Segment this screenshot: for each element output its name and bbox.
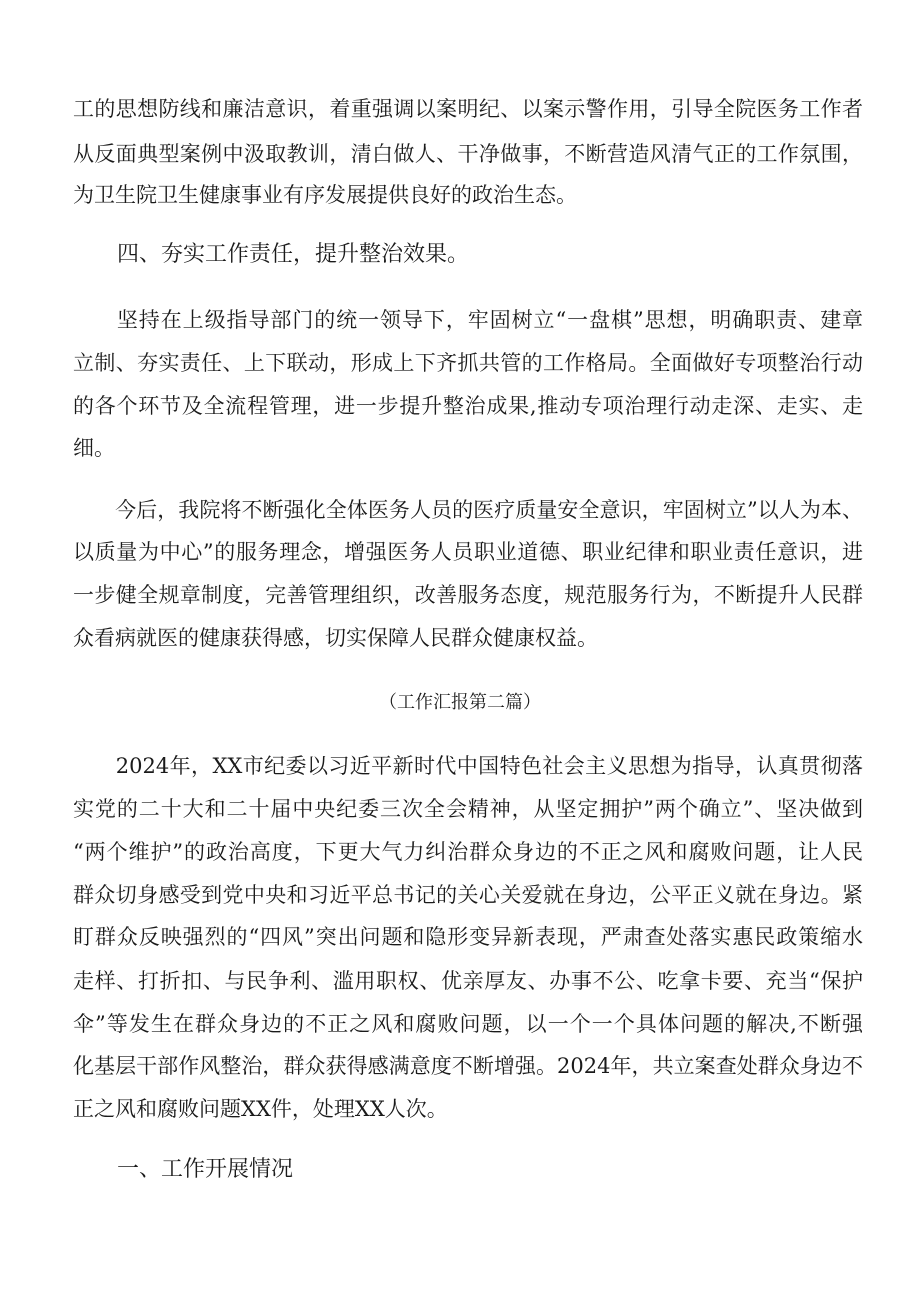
para3-line-4: 众看病就医的健康获得感，切实保障人民群众健康权益。 [73,626,598,650]
para3-line-3: 一步健全规章制度，完善管理组织，改善服务态度，规范服务行为，不断提升人民群 [73,583,863,607]
para3-line-1: 今后，我院将不断强化全体医务人员的医疗质量安全意识，牢固树立”以人为本、 [73,498,863,522]
para4-line-4: 群众切身感受到党中央和习近平总书记的关心关爱就在身边，公平正义就在身边。紧 [73,883,863,907]
para4-line-2: 实党的二十大和二十届中央纪委三次全会精神，从坚定拥护”两个确立”、坚决做到 [73,797,863,821]
para1-line-2: 从反面典型案例中汲取教训，清白做人、干净做事，不断营造风清气正的工作氛围， [73,142,863,166]
section-title: （工作汇报第二篇） [379,692,541,713]
para2-line-2: 立制、夯实责任、上下联动，形成上下齐抓共管的工作格局。全面做好专项整治行动 [73,351,863,375]
para1-line-3: 为卫生院卫生健康事业有序发展提供良好的政治生态。 [73,183,577,207]
para4-line-8: 化基层干部作风整治，群众获得感满意度不断增强。2024年，共立案查处群众身边不 [73,1054,863,1078]
para4-line-9: 正之风和腐败问题XX件，处理XX人次。 [73,1097,448,1121]
section-heading-4: 四、夯实工作责任，提升整治效果。 [117,242,470,267]
para3-line-2: 以质量为中心”的服务理念，增强医务人员职业道德、职业纪律和职业责任意识，进 [73,540,863,564]
para2-line-4: 细。 [73,436,115,460]
para2-line-3: 的各个环节及全流程管理，进一步提升整治成果,推动专项治理行动走深、走实、走 [73,394,863,418]
para4-line-5: 盯群众反映强烈的“四风”突出问题和隐形变异新表现，严肃查处落实惠民政策缩水 [73,925,863,949]
para4-line-3: “两个维护”的政治高度，下更大气力纠治群众身边的不正之风和腐败问题，让人民 [73,840,863,864]
para1-line-1: 工的思想防线和廉洁意识，着重强调以案明纪、以案示警作用，引导全院医务工作者 [73,97,863,121]
para4-line-7: 伞”等发生在群众身边的不正之风和腐败问题，以一个一个具体问题的解决,不断强 [73,1012,863,1036]
para2-line-1: 坚持在上级指导部门的统一领导下，牢固树立“一盘棋”思想，明确职责、建章 [73,308,863,332]
section-heading-1: 一、工作开展情况 [117,1157,294,1182]
para4-line-6: 走样、打折扣、与民争利、滥用职权、优亲厚友、办事不公、吃拿卡要、充当“保护 [73,969,863,993]
para4-line-1: 2024年，XX市纪委以习近平新时代中国特色社会主义思想为指导，认真贯彻落 [73,754,863,778]
